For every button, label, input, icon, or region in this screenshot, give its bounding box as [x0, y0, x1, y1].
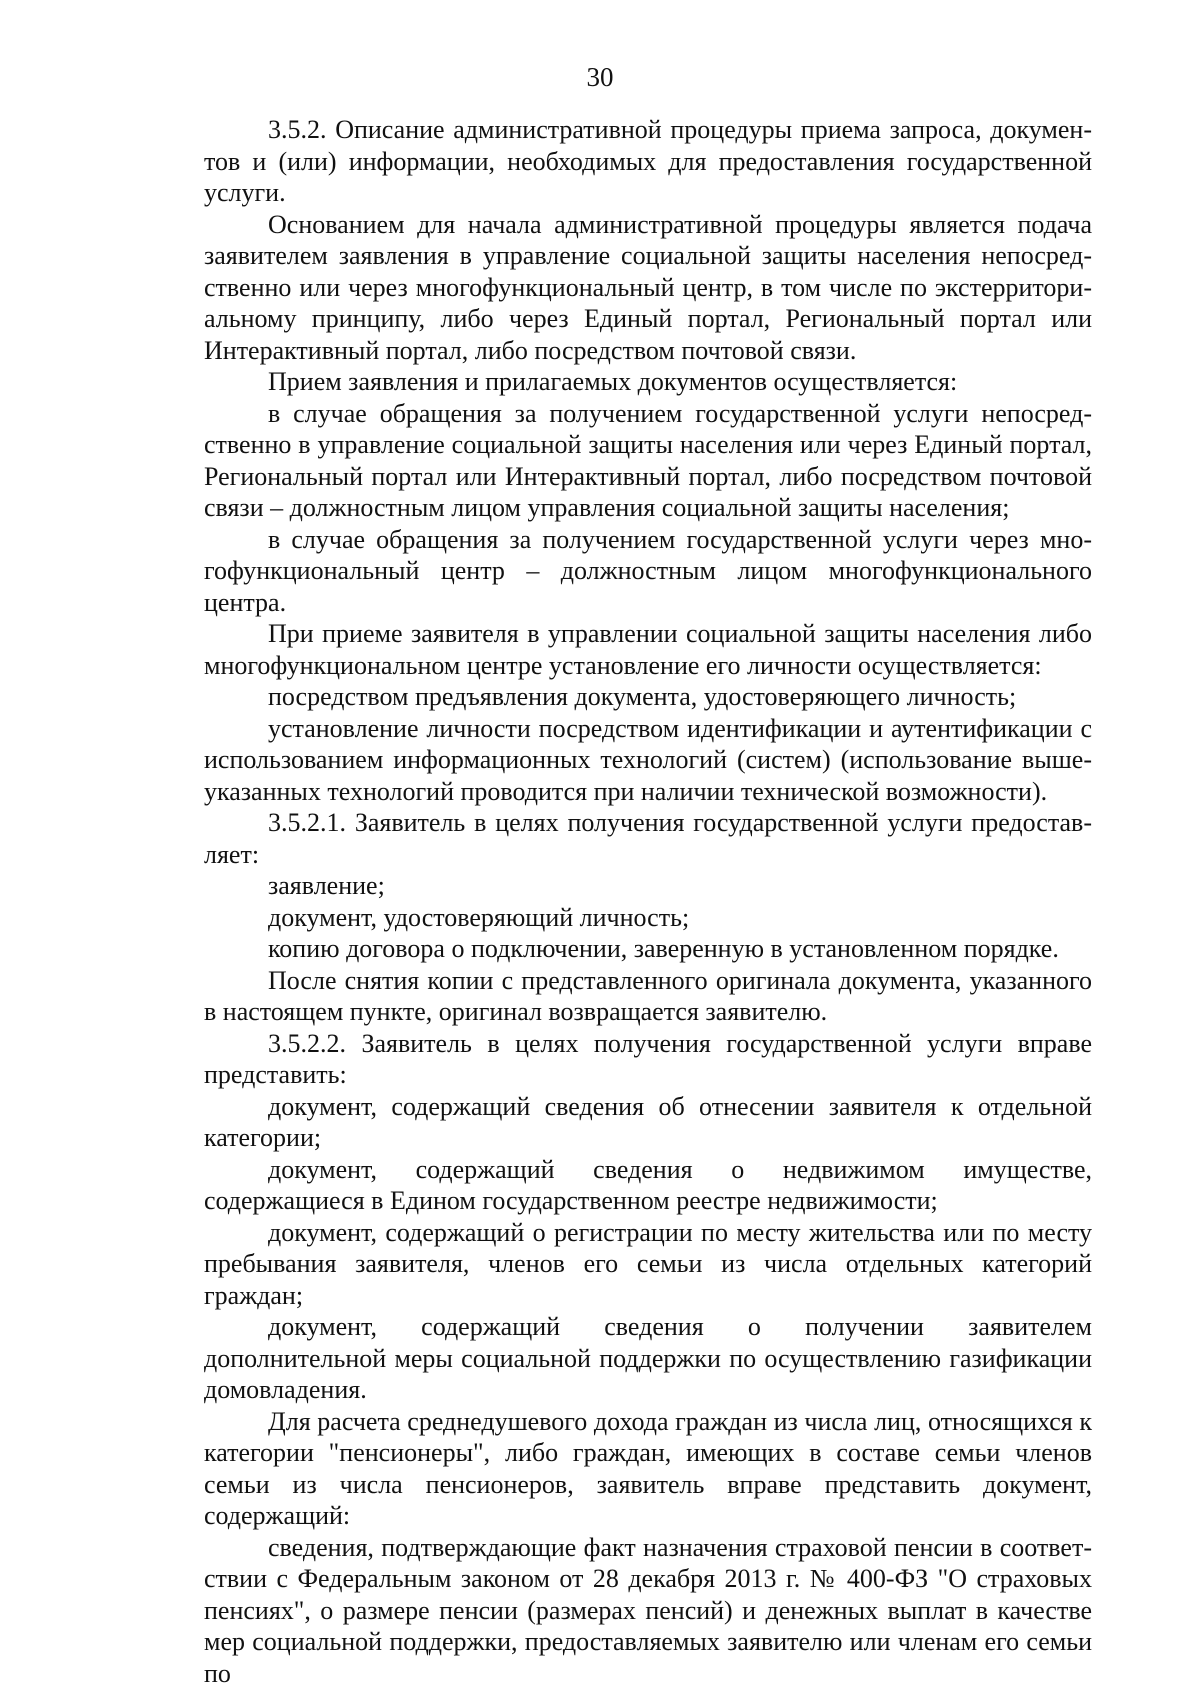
paragraph-income-calculation: Для расчета среднедушевого дохода граждан из числа лиц, относящихся к категории "пенсионеры", либо граждан, имеющих в составе семьи членов семьи из числа пенсионеров, заявитель вправе представить документ, содержащий:: [204, 1406, 1092, 1532]
list-item-gasification-document: документ, содержащий сведения о получении заявителем дополнительной меры социальной поддержки по осуществлению газификации домовладения.: [204, 1311, 1092, 1406]
paragraph-reception-direct: в случае обращения за получением государственной услуги непосредственно в управление социальной защиты населения или через Единый портал, Региональный портал или Интерактивный портал, либо посредством почтовой связи – должностным лицом управления социальной защиты населения;: [204, 398, 1092, 524]
paragraph-pension-info: сведения, подтверждающие факт назначения страховой пенсии в соответствии с Федеральным законом от 28 декабря 2013 г. № 400-ФЗ "О страховых пенсиях", о размере пенсии (размерах пенсий) и денежных выплат в качестве мер социальной поддержки, предоставляемых заявителю или членам его семьи по: [204, 1532, 1092, 1689]
list-item-identity-document: документ, удостоверяющий личность;: [204, 902, 1092, 934]
paragraph-identity-document: посредством предъявления документа, удостоверяющего личность;: [204, 681, 1092, 713]
paragraph-reception-mfc: в случае обращения за получением государственной услуги через многофункциональный центр – должностным лицом многофункционального центра.: [204, 524, 1092, 619]
paragraph-procedure-basis: Основанием для начала административной процедуры является подача заявителем заявления в управление социальной защиты населения непосредственно или через многофункциональный центр, в том числе по экстерриториальному принципу, либо через Единый портал, Региональный портал или Интерактивный портал, либо посредством почтовой связи.: [204, 209, 1092, 367]
list-item-contract-copy: копию договора о подключении, заверенную в установленном порядке.: [204, 933, 1092, 965]
paragraph-original-return: После снятия копии с представленного оригинала документа, указанного в настоящем пункте, оригинал возвращается заявителю.: [204, 965, 1092, 1028]
paragraph-3-5-2-1: 3.5.2.1. Заявитель в целях получения государственной услуги предоставляет:: [204, 807, 1092, 870]
paragraph-identity-it: установление личности посредством идентификации и аутентификации с использованием информационных технологий (систем) (использование вышеуказанных технологий проводится при наличии технической возможности).: [204, 713, 1092, 808]
list-item-registration-document: документ, содержащий о регистрации по месту жительства или по месту пребывания заявителя, членов его семьи из числа отдельных категорий граждан;: [204, 1217, 1092, 1312]
list-item-real-estate-document: документ, содержащий сведения о недвижимом имуществе, содержащиеся в Едином государственном реестре недвижимости;: [204, 1154, 1092, 1217]
page-number: 30: [0, 62, 1200, 92]
paragraph-reception-intro: Прием заявления и прилагаемых документов осуществляется:: [204, 366, 1092, 398]
paragraph-3-5-2-heading: 3.5.2. Описание административной процедуры приема запроса, документов и (или) информации, необходимых для предоставления государственной услуги.: [204, 114, 1092, 209]
paragraph-identity-intro: При приеме заявителя в управлении социальной защиты населения либо многофункциональном центре установление его личности осуществляется:: [204, 618, 1092, 681]
list-item-application: заявление;: [204, 870, 1092, 902]
list-item-category-document: документ, содержащий сведения об отнесении заявителя к отдельной категории;: [204, 1091, 1092, 1154]
document-body: [204, 114, 1092, 1689]
paragraph-3-5-2-2: 3.5.2.2. Заявитель в целях получения государственной услуги вправе представить:: [204, 1028, 1092, 1091]
